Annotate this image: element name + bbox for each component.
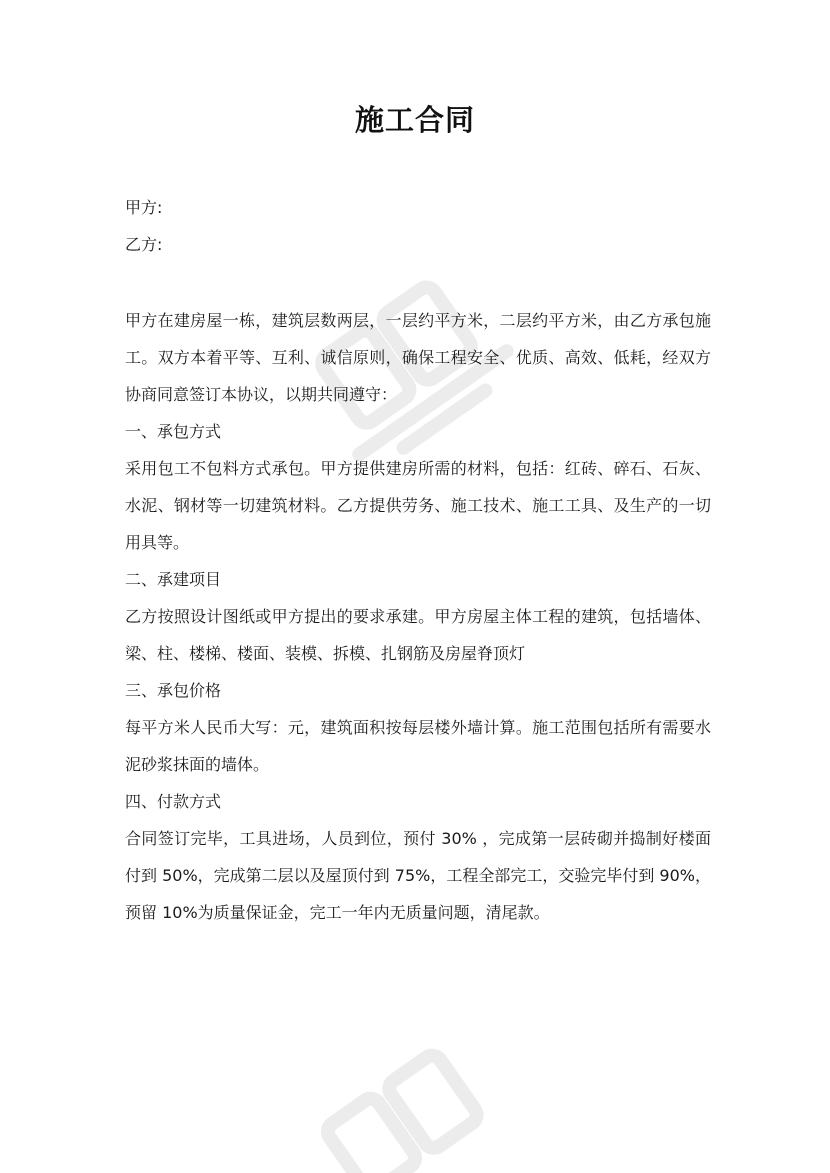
section-heading: 四、付款方式	[125, 792, 222, 811]
intro-paragraph: 甲方在建房屋一栋，建筑层数两层，一层约平方米，二层约平方米，由乙方承包施工。双方本着平等、互利、诚信原则，确保工程安全、优质、高效、低耗，经双方协商同意签订本协议，以期共同遵守：	[125, 311, 711, 404]
page-title: 施工合同	[354, 103, 475, 137]
section-heading: 一、承包方式	[125, 422, 222, 441]
party-a-label: 甲方:	[125, 198, 163, 217]
section-body: 乙方按照设计图纸或甲方提出的要求承建。甲方房屋主体工程的建筑，包括墙体、梁、柱、楼梯、楼面、装模、拆模、扎钢筋及房屋脊顶灯	[125, 607, 711, 663]
section-heading: 三、承包价格	[125, 681, 222, 700]
section-body: 采用包工不包料方式承包。甲方提供建房所需的材料，包括：红砖、碎石、石灰、水泥、钢材等一切建筑材料。乙方提供劳务、施工技术、施工工具、及生产的一切用具等。	[125, 459, 711, 552]
section-body: 合同签订完毕，工具进场，人员到位，预付 30% ，完成第一层砖砌并捣制好楼面付到 50%，完成第二层以及屋顶付到 75%，工程全部完工，交验完毕付到 90%，预留 10%为质量保证金，完工一年内无质量问题，清尾款。	[125, 829, 711, 922]
section-body: 每平方米人民币大写：元，建筑面积按每层楼外墙计算。施工范围包括所有需要水泥砂浆抹面的墙体。	[125, 718, 711, 774]
section-heading: 二、承建项目	[125, 570, 222, 589]
watermark-logo-bottom	[300, 1040, 520, 1173]
party-b-label: 乙方:	[125, 235, 163, 254]
contract-body	[125, 302, 711, 931]
parties-block	[125, 189, 162, 263]
